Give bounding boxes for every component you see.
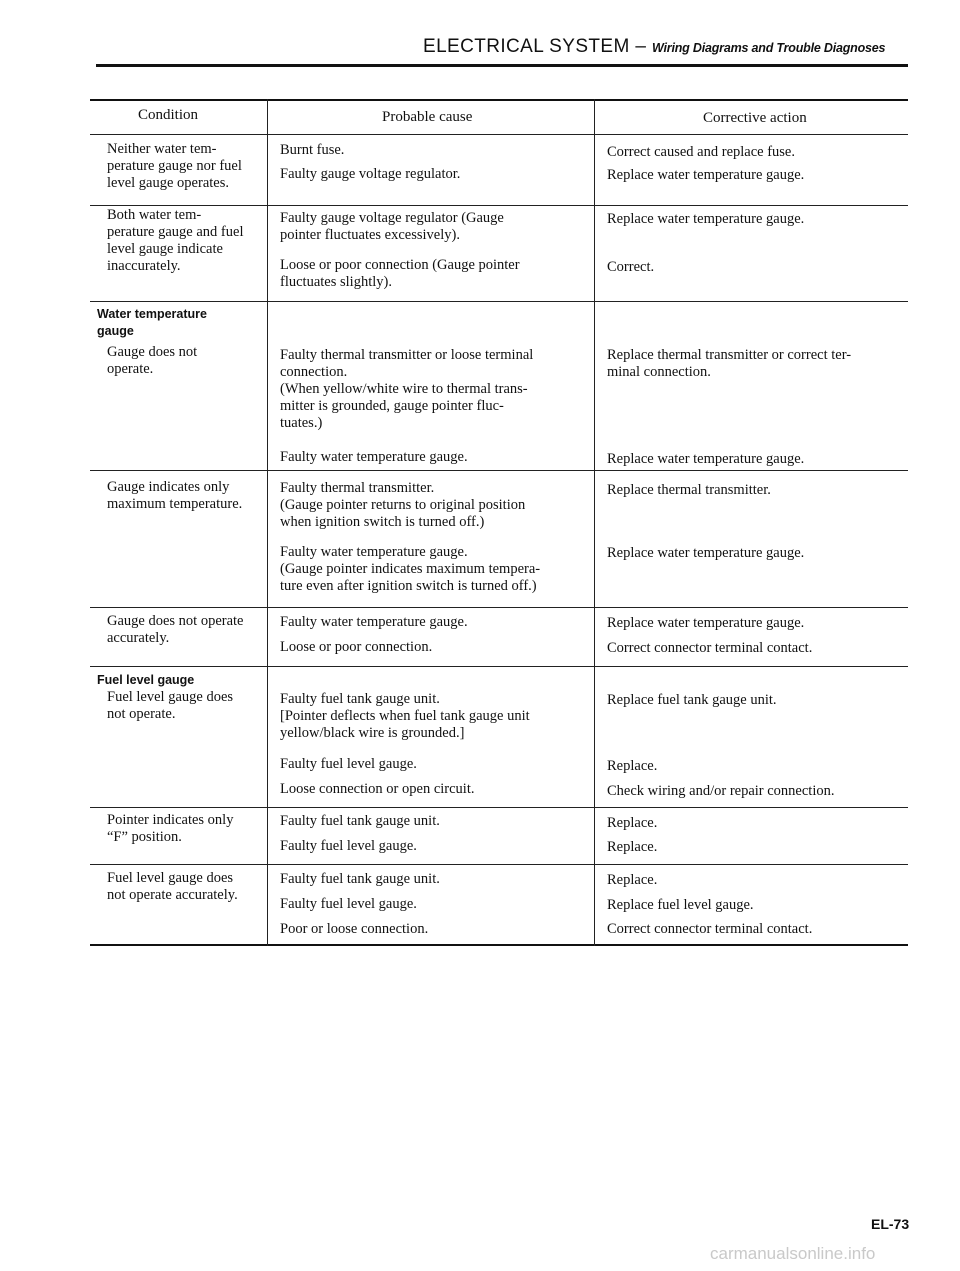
action-cell	[607, 347, 851, 381]
condition-line: Neither water tem-	[107, 141, 217, 157]
cause-line: Loose or poor connection (Gauge pointer	[280, 257, 520, 273]
action-cell: Replace.	[607, 758, 658, 774]
action-cell: Replace thermal transmitter.	[607, 482, 771, 498]
cause-line: connection.	[280, 364, 348, 380]
table-top-rule	[90, 99, 908, 101]
column-divider	[267, 99, 268, 946]
cause-line: Faulty thermal transmitter.	[280, 480, 435, 496]
header-title: ELECTRICAL SYSTEM	[423, 36, 630, 57]
header-subtitle: Wiring Diagrams and Trouble Diagnoses	[652, 41, 886, 55]
action-cell: Replace.	[607, 839, 658, 855]
row-divider	[90, 807, 908, 808]
action-cell: Replace fuel tank gauge unit.	[607, 692, 777, 708]
row-divider	[90, 205, 908, 206]
header-rule-bottom	[90, 134, 908, 135]
row-divider	[90, 301, 908, 302]
cause-cell: Faulty fuel level gauge.	[280, 756, 417, 772]
cause-cell: Faulty fuel tank gauge unit.	[280, 813, 440, 829]
page-header	[96, 36, 908, 66]
condition-cell	[107, 207, 243, 275]
cause-cell: Faulty water temperature gauge.	[280, 449, 468, 465]
cause-cell	[280, 691, 530, 742]
column-divider	[594, 99, 595, 946]
page-number: EL-73	[871, 1216, 910, 1232]
section-heading-line: Water temperature	[97, 307, 207, 321]
cause-line: Faulty fuel tank gauge unit.	[280, 691, 440, 707]
condition-cell	[107, 689, 233, 723]
cause-cell	[280, 480, 525, 531]
header-title-line	[423, 36, 885, 58]
action-cell: Check wiring and/or repair connection.	[607, 783, 835, 799]
cause-cell	[280, 210, 504, 244]
action-cell: Correct connector terminal contact.	[607, 640, 813, 656]
action-cell: Replace water temperature gauge.	[607, 545, 805, 561]
action-cell: Replace water temperature gauge.	[607, 211, 805, 227]
condition-line: perature gauge and fuel	[107, 224, 244, 240]
cause-cell: Loose or poor connection.	[280, 639, 433, 655]
condition-line: Pointer indicates only	[107, 812, 234, 828]
column-header-condition: Condition	[138, 107, 199, 123]
condition-line: not operate.	[107, 706, 176, 722]
cause-cell: Faulty gauge voltage regulator.	[280, 166, 461, 182]
condition-line: perature gauge nor fuel	[107, 158, 242, 174]
cause-cell	[280, 257, 520, 291]
row-divider	[90, 666, 908, 667]
cause-line: when ignition switch is turned off.)	[280, 514, 485, 530]
action-cell: Replace water temperature gauge.	[607, 167, 805, 183]
condition-line: not operate accurately.	[107, 887, 238, 903]
cause-line: Faulty water temperature gauge.	[280, 544, 468, 560]
cause-cell: Burnt fuse.	[280, 142, 345, 158]
condition-line: Gauge does not	[107, 344, 198, 360]
condition-line: inaccurately.	[107, 258, 181, 274]
section-heading-water-temperature	[97, 306, 207, 340]
action-line: minal connection.	[607, 364, 711, 380]
condition-line: Fuel level gauge does	[107, 689, 234, 705]
row-divider	[90, 607, 908, 608]
condition-line: Both water tem-	[107, 207, 202, 223]
cause-cell: Loose connection or open circuit.	[280, 781, 475, 797]
row-divider	[90, 470, 908, 471]
row-divider	[90, 864, 908, 865]
cause-cell: Faulty fuel tank gauge unit.	[280, 871, 440, 887]
cause-line: pointer fluctuates excessively).	[280, 227, 460, 243]
condition-line: level gauge operates.	[107, 175, 229, 191]
condition-cell	[107, 344, 197, 378]
action-cell: Replace fuel level gauge.	[607, 897, 754, 913]
cause-line: fluctuates slightly).	[280, 274, 392, 290]
condition-cell	[107, 870, 238, 904]
condition-line: Gauge indicates only	[107, 479, 230, 495]
action-cell: Replace water temperature gauge.	[607, 451, 805, 467]
section-heading-fuel-level-gauge: Fuel level gauge	[97, 673, 195, 687]
cause-line: (When yellow/white wire to thermal trans-	[280, 381, 528, 397]
cause-line: tuates.)	[280, 415, 323, 431]
cause-line: Faulty thermal transmitter or loose terminal	[280, 347, 534, 363]
condition-line: accurately.	[107, 630, 170, 646]
cause-line: Faulty gauge voltage regulator (Gauge	[280, 210, 504, 226]
column-header-corrective-action: Corrective action	[703, 110, 807, 126]
header-dash: –	[629, 36, 653, 57]
action-cell: Correct caused and replace fuse.	[607, 144, 795, 160]
header-rule	[96, 64, 908, 67]
section-heading-line: gauge	[97, 324, 134, 338]
action-line: Replace thermal transmitter or correct ter-	[607, 347, 852, 363]
cause-cell: Poor or loose connection.	[280, 921, 429, 937]
cause-cell: Faulty fuel level gauge.	[280, 896, 417, 912]
cause-line: (Gauge pointer returns to original position	[280, 497, 526, 513]
watermark: carmanualsonline.info	[710, 1244, 876, 1263]
cause-cell	[280, 544, 540, 595]
cause-cell	[280, 347, 533, 432]
condition-cell	[107, 812, 233, 846]
condition-line: maximum temperature.	[107, 496, 243, 512]
action-cell: Correct.	[607, 259, 655, 275]
column-header-probable-cause: Probable cause	[382, 109, 473, 125]
action-cell: Correct connector terminal contact.	[607, 921, 813, 937]
cause-line: ture even after ignition switch is turned off.)	[280, 578, 537, 594]
action-cell: Replace.	[607, 872, 658, 888]
condition-cell	[107, 141, 242, 192]
condition-line: operate.	[107, 361, 154, 377]
condition-line: level gauge indicate	[107, 241, 223, 257]
cause-line: mitter is grounded, gauge pointer fluc-	[280, 398, 504, 414]
cause-cell: Faulty water temperature gauge.	[280, 614, 468, 630]
cause-line: [Pointer deflects when fuel tank gauge unit	[280, 708, 530, 724]
condition-cell	[107, 479, 242, 513]
condition-line: Fuel level gauge does	[107, 870, 234, 886]
condition-line: “F” position.	[107, 829, 182, 845]
action-cell: Replace water temperature gauge.	[607, 615, 805, 631]
action-cell: Replace.	[607, 815, 658, 831]
table-bottom-rule	[90, 944, 908, 946]
cause-cell: Faulty fuel level gauge.	[280, 838, 417, 854]
cause-line: (Gauge pointer indicates maximum tempera-	[280, 561, 541, 577]
cause-line: yellow/black wire is grounded.]	[280, 725, 465, 741]
condition-cell	[107, 613, 244, 647]
condition-line: Gauge does not operate	[107, 613, 244, 629]
